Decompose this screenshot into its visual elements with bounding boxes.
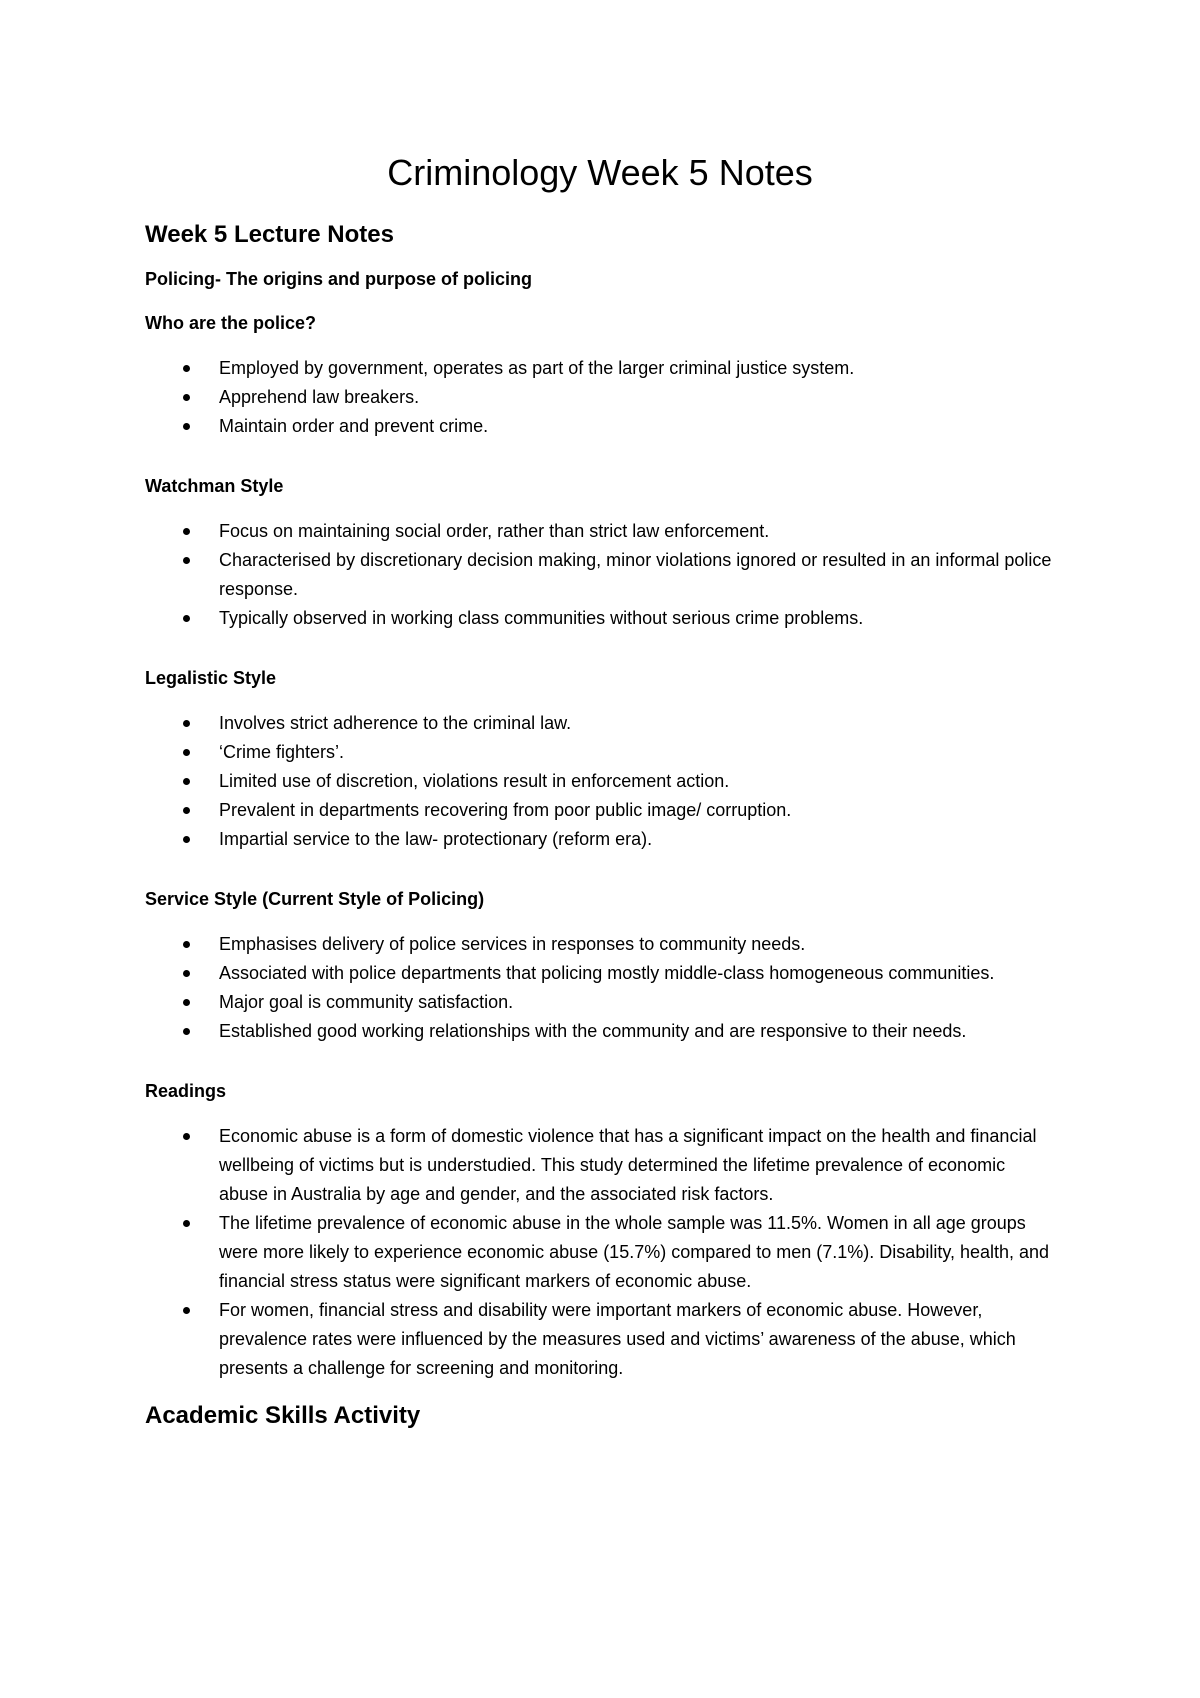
list-item: Maintain order and prevent crime. — [145, 412, 1055, 441]
bullet-icon — [183, 778, 190, 785]
lecture-notes-heading: Week 5 Lecture Notes — [145, 221, 394, 248]
academic-skills-heading: Academic Skills Activity — [145, 1402, 421, 1429]
readings-heading: Readings — [145, 1081, 227, 1101]
bullet-icon — [183, 394, 190, 401]
list-item: Prevalent in departments recovering from poor public image/ corruption. — [145, 796, 1055, 825]
bullet-icon — [183, 749, 190, 756]
bullet-icon — [183, 941, 190, 948]
list-item: The lifetime prevalence of economic abuse in the whole sample was 11.5%. Women in all age groups were more likely to experience economic abuse (15.7%) compared to men (7.1%). Disability, health, and financial stress status were significant markers of economic abuse. — [145, 1209, 1055, 1296]
policing-subtitle: Policing- The origins and purpose of policing — [145, 269, 532, 289]
bullet-icon — [183, 836, 190, 843]
bullet-icon — [183, 528, 190, 535]
watchman-style-heading: Watchman Style — [145, 476, 284, 496]
readings-list — [145, 1122, 1055, 1383]
list-item: Characterised by discretionary decision making, minor violations ignored or resulted in an informal police response. — [145, 546, 1055, 604]
who-are-police-list — [145, 354, 1055, 441]
bullet-icon — [183, 615, 190, 622]
legalistic-style-list — [145, 709, 1055, 854]
legalistic-style-heading: Legalistic Style — [145, 668, 277, 688]
bullet-icon — [183, 999, 190, 1006]
list-item: Economic abuse is a form of domestic violence that has a significant impact on the health and financial wellbeing of victims but is understudied. This study determined the lifetime prevalence of economic abuse in Australia by age and gender, and the associated risk factors. — [145, 1122, 1055, 1209]
bullet-icon — [183, 365, 190, 372]
list-item: Involves strict adherence to the criminal law. — [145, 709, 1055, 738]
list-item: For women, financial stress and disability were important markers of economic abuse. However, prevalence rates were influenced by the measures used and victims’ awareness of the abuse, which presents a challenge for screening and monitoring. — [145, 1296, 1055, 1383]
bullet-icon — [183, 1028, 190, 1035]
list-item: Apprehend law breakers. — [145, 383, 1055, 412]
document-title: Criminology Week 5 Notes — [387, 152, 813, 193]
list-item: Typically observed in working class communities without serious crime problems. — [145, 604, 1055, 633]
list-item: Major goal is community satisfaction. — [145, 988, 1055, 1017]
bullet-icon — [183, 423, 190, 430]
list-item: Focus on maintaining social order, rather than strict law enforcement. — [145, 517, 1055, 546]
list-item: Associated with police departments that policing mostly middle-class homogeneous communities. — [145, 959, 1055, 988]
bullet-icon — [183, 557, 190, 564]
bullet-icon — [183, 1307, 190, 1314]
bullet-icon — [183, 807, 190, 814]
list-item: Impartial service to the law- protectionary (reform era). — [145, 825, 1055, 854]
bullet-icon — [183, 970, 190, 977]
list-item: Limited use of discretion, violations result in enforcement action. — [145, 767, 1055, 796]
list-item: ‘Crime fighters’. — [145, 738, 1055, 767]
service-style-heading: Service Style (Current Style of Policing) — [145, 889, 485, 909]
bullet-icon — [183, 720, 190, 727]
list-item: Employed by government, operates as part of the larger criminal justice system. — [145, 354, 1055, 383]
bullet-icon — [183, 1220, 190, 1227]
watchman-style-list — [145, 517, 1055, 633]
list-item: Established good working relationships with the community and are responsive to their needs. — [145, 1017, 1055, 1046]
list-item: Emphasises delivery of police services in responses to community needs. — [145, 930, 1055, 959]
bullet-icon — [183, 1133, 190, 1140]
service-style-list — [145, 930, 1055, 1046]
who-are-police-heading: Who are the police? — [145, 313, 317, 333]
